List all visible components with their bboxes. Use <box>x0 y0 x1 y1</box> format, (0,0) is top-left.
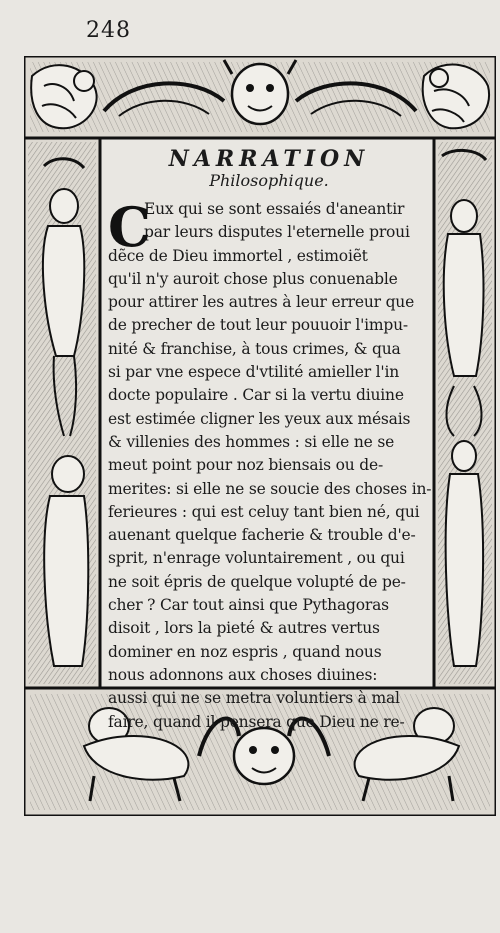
page-number: 248 <box>86 18 131 43</box>
text-line: sprit, n'enrage voluntairement , ou qui <box>108 549 405 568</box>
left-ornament-column <box>24 138 100 688</box>
text-line: Eux qui se sont essaiés d'aneantir <box>144 200 405 218</box>
right-ornament-column <box>434 138 496 688</box>
text-line: pour attirer les autres à leur erreur que <box>108 293 415 312</box>
text-line: si par vne espece d'vtilité amieller l'in <box>108 363 400 382</box>
text-line: disoit , lors la pieté & autres vertus <box>108 619 380 638</box>
text-line: nité & franchise, à tous crimes, & qua <box>108 339 401 358</box>
text-line: dominer en noz espris , quand nous <box>108 642 382 661</box>
text-line: faire, quand il pensera que Dieu ne re- <box>108 712 405 731</box>
text-line: auenant quelque facherie & trouble d'e- <box>108 526 416 545</box>
chapter-title: NARRATION <box>168 146 370 172</box>
chapter-subtitle: Philosophique. <box>209 171 329 190</box>
text-line: nous adonnons aux choses diuines: <box>108 665 378 684</box>
text-line: par leurs disputes l'eternelle proui <box>144 223 410 242</box>
text-line: de precher de tout leur pouuoir l'impu- <box>108 316 408 335</box>
text-line: ferieures : qui est celuy tant bien né, qui <box>108 502 420 521</box>
top-ornament-band <box>24 56 496 138</box>
text-line: & villenies des hommes : si elle ne se <box>108 432 395 451</box>
text-line: dẽce de Dieu immortel , estimoiẽt <box>108 246 368 265</box>
text-line: docte populaire . Car si la vertu diuine <box>108 386 404 405</box>
text-line: merites: si elle ne se soucie des choses in- <box>108 479 432 498</box>
text-line: ne soit épris de quelque volupté de pe- <box>108 572 406 591</box>
text-line: meut point pour noz biensais ou de- <box>108 456 383 475</box>
body-text <box>108 195 432 734</box>
text-line: cher ? Car tout ainsi que Pythagoras <box>108 596 389 615</box>
text-line: est estimée cligner les yeux aux mésais <box>108 409 411 428</box>
text-block <box>108 146 432 731</box>
drop-cap-initial: C <box>108 195 151 259</box>
text-line: aussi qui ne se metra voluntiers à mal <box>108 689 400 708</box>
text-line: qu'il n'y auroit chose plus conuenable <box>108 269 398 288</box>
